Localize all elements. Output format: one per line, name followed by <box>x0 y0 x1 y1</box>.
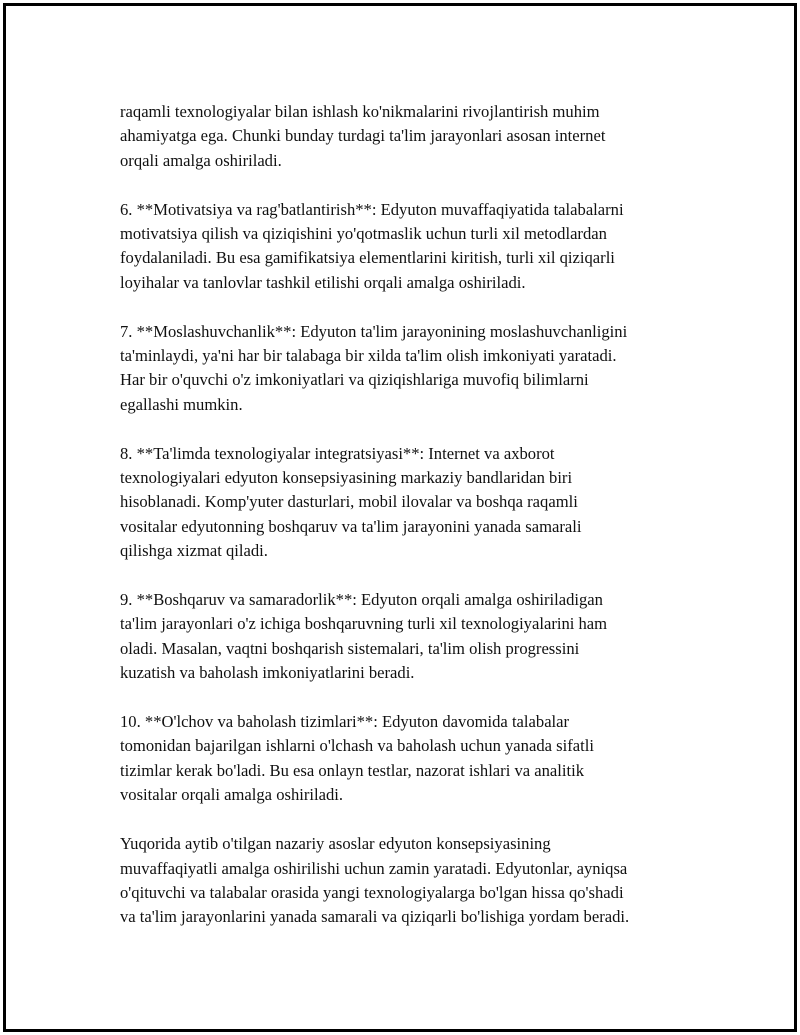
paragraph-item-6 <box>120 198 700 296</box>
text-line: 7. **Moslashuvchanlik**: Edyuton ta'lim jarayonining moslashuvchanligini <box>120 321 628 341</box>
text-line: o'qituvchi va talabalar orasida yangi texnologiyalarga bo'lgan hissa qo'shadi <box>120 882 624 902</box>
text-line: vositalar edyutonning boshqaruv va ta'lim jarayonini yanada samarali <box>120 516 582 536</box>
paragraph-item-8 <box>120 442 700 564</box>
text-line: muvaffaqiyatli amalga oshirilishi uchun zamin yaratadi. Edyutonlar, ayniqsa <box>120 858 628 878</box>
paragraph-conclusion <box>120 832 700 930</box>
text-line: tizimlar kerak bo'ladi. Bu esa onlayn testlar, nazorat ishlari va analitik <box>120 760 585 780</box>
text-line: kuzatish va baholash imkoniyatlarini beradi. <box>120 663 415 683</box>
paragraph-item-10 <box>120 710 700 808</box>
paragraph-intro <box>120 100 700 173</box>
text-line: foydalaniladi. Bu esa gamifikatsiya elementlarini kiritish, turli xil qiziqarli <box>120 248 615 268</box>
text-line: 9. **Boshqaruv va samaradorlik**: Edyuton orqali amalga oshiriladigan <box>120 590 603 610</box>
text-line: egallashi mumkin. <box>120 394 243 414</box>
text-line: tomonidan bajarilgan ishlarni o'lchash va baholash uchun yanada sifatli <box>120 736 594 756</box>
text-line: loyihalar va tanlovlar tashkil etilishi orqali amalga oshiriladi. <box>120 272 526 292</box>
page-frame <box>3 3 797 1032</box>
text-line: ta'minlaydi, ya'ni har bir talabaga bir xilda ta'lim olish imkoniyati yaratadi. <box>120 346 617 366</box>
text-line: hisoblanadi. Komp'yuter dasturlari, mobil ilovalar va boshqa raqamli <box>120 492 578 512</box>
text-line: ta'lim jarayonlari o'z ichiga boshqaruvning turli xil texnologiyalarini ham <box>120 614 608 634</box>
text-line: 6. **Motivatsiya va rag'batlantirish**: Edyuton muvaffaqiyatida talabalarni <box>120 199 624 219</box>
text-line: Har bir o'quvchi o'z imkoniyatlari va qiziqishlariga muvofiq bilimlarni <box>120 370 589 390</box>
text-line: raqamli texnologiyalar bilan ishlash ko'nikmalarini rivojlantirish muhim <box>120 102 600 121</box>
text-line: motivatsiya qilish va qiziqishini yo'qotmaslik uchun turli xil metodlardan <box>120 224 607 244</box>
text-line: Yuqorida aytib o'tilgan nazariy asoslar edyuton konsepsiyasining <box>120 834 551 854</box>
paragraph-item-7 <box>120 320 700 418</box>
paragraph-item-9 <box>120 588 700 686</box>
text-line: oladi. Masalan, vaqtni boshqarish sistemalari, ta'lim olish progressini <box>120 638 580 658</box>
document-body <box>120 100 700 930</box>
text-line: ahamiyatga ega. Chunki bunday turdagi ta'lim jarayonlari asosan internet <box>120 126 606 146</box>
text-line: orqali amalga oshiriladi. <box>120 150 282 170</box>
text-line: qilishga xizmat qiladi. <box>120 541 268 561</box>
text-line: texnologiyalari edyuton konsepsiyasining markaziy bandlaridan biri <box>120 468 573 488</box>
text-line: 8. **Ta'limda texnologiyalar integratsiyasi**: Internet va axborot <box>120 443 555 463</box>
text-line: va ta'lim jarayonlarini yanada samarali va qiziqarli bo'lishiga yordam beradi. <box>120 907 630 927</box>
text-line: 10. **O'lchov va baholash tizimlari**: Edyuton davomida talabalar <box>120 712 570 732</box>
text-line: vositalar orqali amalga oshiriladi. <box>120 785 344 805</box>
